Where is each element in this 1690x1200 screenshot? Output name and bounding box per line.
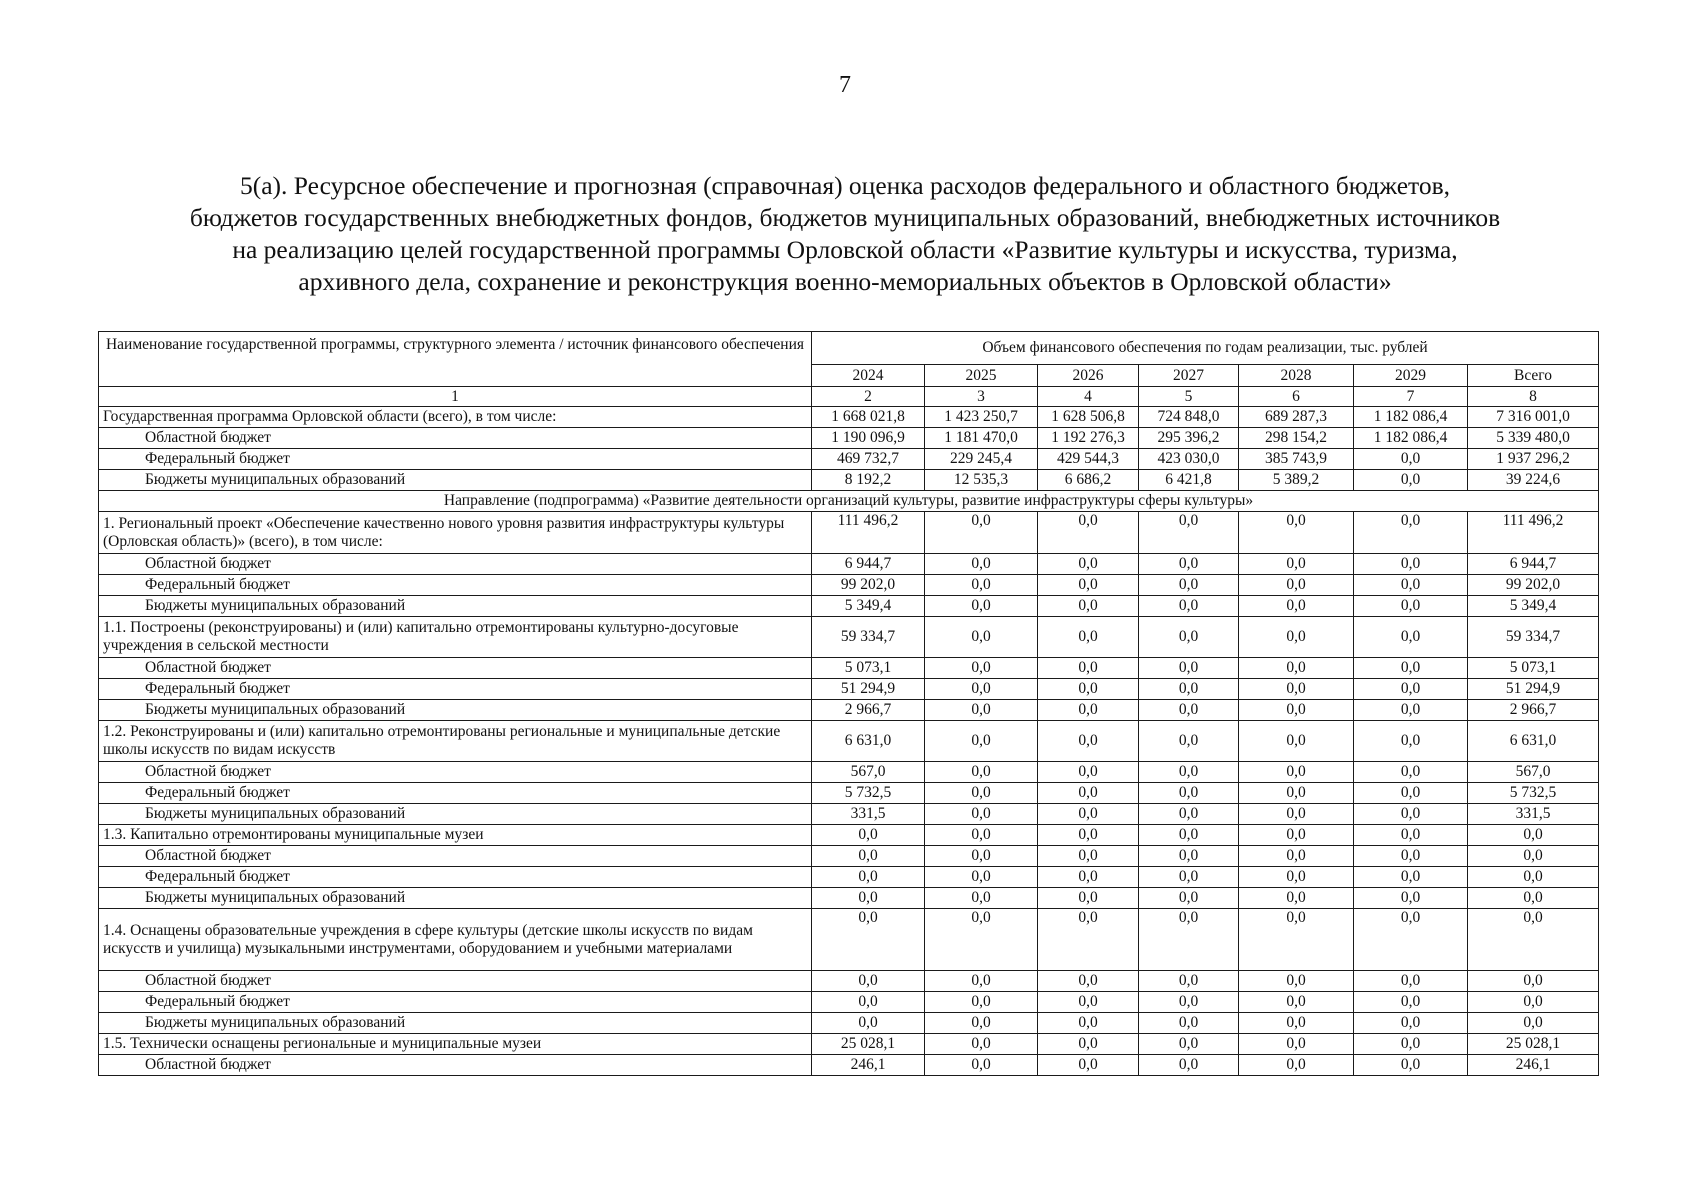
value-cell: 0,0	[1354, 721, 1468, 762]
value-cell: 0,0	[1139, 846, 1239, 867]
header-volume-cell: Объем финансового обеспечения по годам реализации, тыс. рублей	[812, 332, 1599, 365]
value-cell: 0,0	[1354, 470, 1468, 491]
total-cell: 5 732,5	[1468, 783, 1599, 804]
table-row	[99, 909, 1599, 971]
value-cell: 1 182 086,4	[1354, 428, 1468, 449]
value-cell: 99 202,0	[812, 575, 925, 596]
value-cell: 0,0	[1239, 762, 1354, 783]
table-subrow	[99, 971, 1599, 992]
row-name-cell: 1.4. Оснащены образовательные учреждения в сфере культуры (детские школы искусств по видам искусств и училища) музыкальными инструментами, оборудованием и учебными материалами	[99, 909, 812, 971]
row-name-cell: Федеральный бюджет	[99, 679, 812, 700]
value-cell: 469 732,7	[812, 449, 925, 470]
value-cell: 0,0	[1354, 679, 1468, 700]
value-cell: 0,0	[1239, 596, 1354, 617]
section-row	[99, 491, 1599, 512]
value-cell: 0,0	[1038, 888, 1139, 909]
value-cell: 0,0	[1038, 512, 1139, 554]
row-name-cell: Бюджеты муниципальных образований	[99, 804, 812, 825]
value-cell: 0,0	[1038, 1034, 1139, 1055]
title-line: 5(а). Ресурсное обеспечение и прогнозная (справочная) оценка расходов федерального и областного бюджетов,	[239, 171, 1451, 200]
column-number-cell: 8	[1468, 387, 1599, 407]
value-cell: 0,0	[812, 825, 925, 846]
row-name-cell: Государственная программа Орловской области (всего), в том числе:	[99, 407, 812, 428]
value-cell: 0,0	[1139, 1055, 1239, 1076]
value-cell: 0,0	[1354, 971, 1468, 992]
value-cell: 0,0	[812, 867, 925, 888]
value-cell: 0,0	[1354, 909, 1468, 971]
value-cell: 0,0	[1239, 867, 1354, 888]
value-cell: 0,0	[812, 1013, 925, 1034]
value-cell: 0,0	[1354, 992, 1468, 1013]
year-header-cell: 2027	[1139, 365, 1239, 387]
value-cell: 0,0	[1139, 971, 1239, 992]
row-name-cell: Бюджеты муниципальных образований	[99, 1013, 812, 1034]
value-cell: 1 190 096,9	[812, 428, 925, 449]
total-cell: 0,0	[1468, 992, 1599, 1013]
row-name-cell: Федеральный бюджет	[99, 575, 812, 596]
value-cell: 0,0	[1038, 658, 1139, 679]
value-cell: 0,0	[1139, 804, 1239, 825]
value-cell: 0,0	[1139, 658, 1239, 679]
value-cell: 2 966,7	[812, 700, 925, 721]
value-cell: 0,0	[1139, 575, 1239, 596]
total-cell: 0,0	[1468, 867, 1599, 888]
year-header-cell: 2025	[925, 365, 1038, 387]
value-cell: 0,0	[925, 679, 1038, 700]
value-cell: 0,0	[1038, 804, 1139, 825]
value-cell: 0,0	[925, 575, 1038, 596]
table-subrow	[99, 575, 1599, 596]
value-cell: 0,0	[1354, 575, 1468, 596]
title-line: бюджетов государственных внебюджетных фондов, бюджетов муниципальных образований, внебюджетных источников	[189, 203, 1501, 232]
header-name-cell: Наименование государственной программы, структурного элемента / источник финансового обеспечения	[99, 332, 812, 387]
total-cell: 0,0	[1468, 971, 1599, 992]
table-subrow	[99, 596, 1599, 617]
value-cell: 0,0	[925, 554, 1038, 575]
value-cell: 0,0	[1354, 449, 1468, 470]
row-name-cell: Федеральный бюджет	[99, 449, 812, 470]
value-cell: 0,0	[1139, 888, 1239, 909]
table-subrow	[99, 679, 1599, 700]
value-cell: 0,0	[1038, 762, 1139, 783]
table-row	[99, 407, 1599, 428]
value-cell: 6 944,7	[812, 554, 925, 575]
year-header-cell: 2026	[1038, 365, 1139, 387]
value-cell: 59 334,7	[812, 617, 925, 658]
total-cell: 99 202,0	[1468, 575, 1599, 596]
section-title-cell: Направление (подпрограмма) «Развитие деятельности организаций культуры, развитие инфраструктуры сферы культуры»	[99, 491, 1599, 512]
value-cell: 298 154,2	[1239, 428, 1354, 449]
value-cell: 0,0	[1354, 1013, 1468, 1034]
value-cell: 0,0	[812, 992, 925, 1013]
page-number: 7	[839, 72, 851, 98]
value-cell: 5 389,2	[1239, 470, 1354, 491]
value-cell: 0,0	[925, 867, 1038, 888]
value-cell: 0,0	[925, 721, 1038, 762]
table-subrow	[99, 804, 1599, 825]
value-cell: 0,0	[1354, 658, 1468, 679]
value-cell: 1 668 021,8	[812, 407, 925, 428]
value-cell: 0,0	[1239, 700, 1354, 721]
value-cell: 0,0	[1139, 1034, 1239, 1055]
value-cell: 0,0	[1038, 971, 1139, 992]
table-subrow	[99, 700, 1599, 721]
row-name-cell: 1.1. Построены (реконструированы) и (или) капитально отремонтированы культурно-досуговые учреждения в сельской местности	[99, 617, 812, 658]
value-cell: 0,0	[1139, 679, 1239, 700]
value-cell: 0,0	[1139, 721, 1239, 762]
value-cell: 0,0	[1354, 554, 1468, 575]
table-subrow	[99, 428, 1599, 449]
total-cell: 111 496,2	[1468, 512, 1599, 554]
value-cell: 0,0	[1038, 1013, 1139, 1034]
value-cell: 0,0	[925, 1055, 1038, 1076]
value-cell: 0,0	[1038, 825, 1139, 846]
row-name-cell: Областной бюджет	[99, 846, 812, 867]
budget-table	[98, 331, 1599, 1076]
total-cell: 5 339 480,0	[1468, 428, 1599, 449]
table-row	[99, 1034, 1599, 1055]
value-cell: 0,0	[1139, 867, 1239, 888]
value-cell: 0,0	[1354, 804, 1468, 825]
document-title	[95, 170, 1595, 298]
value-cell: 0,0	[1139, 762, 1239, 783]
total-cell: 6 944,7	[1468, 554, 1599, 575]
value-cell: 5 732,5	[812, 783, 925, 804]
value-cell: 0,0	[1354, 762, 1468, 783]
row-name-cell: Бюджеты муниципальных образований	[99, 470, 812, 491]
total-cell: 5 349,4	[1468, 596, 1599, 617]
column-number-cell: 1	[99, 387, 812, 407]
value-cell: 0,0	[1354, 825, 1468, 846]
header-row	[99, 332, 1599, 365]
value-cell: 1 423 250,7	[925, 407, 1038, 428]
value-cell: 0,0	[1354, 783, 1468, 804]
total-cell: 567,0	[1468, 762, 1599, 783]
row-name-cell: Областной бюджет	[99, 762, 812, 783]
total-cell: 0,0	[1468, 846, 1599, 867]
row-name-cell: Бюджеты муниципальных образований	[99, 596, 812, 617]
column-number-cell: 3	[925, 387, 1038, 407]
column-number-cell: 5	[1139, 387, 1239, 407]
value-cell: 0,0	[1139, 596, 1239, 617]
value-cell: 0,0	[925, 512, 1038, 554]
value-cell: 0,0	[1038, 721, 1139, 762]
value-cell: 0,0	[1139, 700, 1239, 721]
value-cell: 0,0	[1239, 846, 1354, 867]
value-cell: 25 028,1	[812, 1034, 925, 1055]
value-cell: 0,0	[1354, 700, 1468, 721]
value-cell: 8 192,2	[812, 470, 925, 491]
value-cell: 0,0	[1139, 1013, 1239, 1034]
value-cell: 423 030,0	[1139, 449, 1239, 470]
value-cell: 0,0	[1038, 617, 1139, 658]
value-cell: 0,0	[1038, 596, 1139, 617]
value-cell: 0,0	[1354, 846, 1468, 867]
value-cell: 0,0	[1354, 867, 1468, 888]
table-subrow	[99, 783, 1599, 804]
year-header-cell: 2029	[1354, 365, 1468, 387]
row-name-cell: Федеральный бюджет	[99, 783, 812, 804]
value-cell: 5 349,4	[812, 596, 925, 617]
value-cell: 385 743,9	[1239, 449, 1354, 470]
value-cell: 0,0	[1038, 679, 1139, 700]
value-cell: 0,0	[1139, 617, 1239, 658]
value-cell: 0,0	[1239, 658, 1354, 679]
total-cell: 7 316 001,0	[1468, 407, 1599, 428]
row-name-cell: Областной бюджет	[99, 554, 812, 575]
row-name-cell: Федеральный бюджет	[99, 992, 812, 1013]
value-cell: 0,0	[1239, 825, 1354, 846]
table-subrow	[99, 470, 1599, 491]
total-cell: 246,1	[1468, 1055, 1599, 1076]
value-cell: 0,0	[1038, 992, 1139, 1013]
table-row	[99, 512, 1599, 554]
value-cell: 1 181 470,0	[925, 428, 1038, 449]
value-cell: 0,0	[1239, 888, 1354, 909]
value-cell: 429 544,3	[1038, 449, 1139, 470]
total-cell: 0,0	[1468, 909, 1599, 971]
value-cell: 331,5	[812, 804, 925, 825]
column-number-cell: 6	[1239, 387, 1354, 407]
value-cell: 111 496,2	[812, 512, 925, 554]
value-cell: 0,0	[925, 992, 1038, 1013]
value-cell: 12 535,3	[925, 470, 1038, 491]
value-cell: 0,0	[1239, 1055, 1354, 1076]
value-cell: 0,0	[925, 804, 1038, 825]
value-cell: 0,0	[812, 846, 925, 867]
value-cell: 0,0	[1239, 512, 1354, 554]
title-line: на реализацию целей государственной программы Орловской области «Развитие культуры и искусства, туризма,	[232, 235, 1458, 264]
value-cell: 0,0	[925, 617, 1038, 658]
value-cell: 0,0	[1038, 575, 1139, 596]
total-cell: 5 073,1	[1468, 658, 1599, 679]
value-cell: 1 182 086,4	[1354, 407, 1468, 428]
value-cell: 0,0	[1139, 554, 1239, 575]
table-subrow	[99, 867, 1599, 888]
row-name-cell: 1.2. Реконструированы и (или) капитально отремонтированы региональные и муниципальные детские школы искусств по видам искусств	[99, 721, 812, 762]
value-cell: 0,0	[1139, 909, 1239, 971]
total-cell: 39 224,6	[1468, 470, 1599, 491]
total-header-cell: Всего	[1468, 365, 1599, 387]
table-subrow	[99, 658, 1599, 679]
value-cell: 6 421,8	[1139, 470, 1239, 491]
table-subrow	[99, 762, 1599, 783]
value-cell: 0,0	[1239, 909, 1354, 971]
value-cell: 0,0	[925, 909, 1038, 971]
total-cell: 6 631,0	[1468, 721, 1599, 762]
total-cell: 331,5	[1468, 804, 1599, 825]
value-cell: 0,0	[925, 700, 1038, 721]
value-cell: 0,0	[1354, 617, 1468, 658]
value-cell: 0,0	[1239, 679, 1354, 700]
row-name-cell: 1.3. Капитально отремонтированы муниципальные музеи	[99, 825, 812, 846]
row-name-cell: Бюджеты муниципальных образований	[99, 700, 812, 721]
value-cell: 0,0	[812, 909, 925, 971]
table-subrow	[99, 992, 1599, 1013]
value-cell: 295 396,2	[1139, 428, 1239, 449]
table-subrow	[99, 888, 1599, 909]
value-cell: 0,0	[1038, 554, 1139, 575]
value-cell: 0,0	[1239, 804, 1354, 825]
value-cell: 0,0	[1038, 700, 1139, 721]
value-cell: 0,0	[1354, 596, 1468, 617]
value-cell: 0,0	[1038, 909, 1139, 971]
total-cell: 1 937 296,2	[1468, 449, 1599, 470]
row-name-cell: Областной бюджет	[99, 658, 812, 679]
table-row	[99, 721, 1599, 762]
total-cell: 0,0	[1468, 888, 1599, 909]
value-cell: 0,0	[812, 888, 925, 909]
column-number-cell: 7	[1354, 387, 1468, 407]
row-name-cell: Федеральный бюджет	[99, 867, 812, 888]
row-name-cell: 1.5. Технически оснащены региональные и муниципальные музеи	[99, 1034, 812, 1055]
table-subrow	[99, 846, 1599, 867]
total-cell: 59 334,7	[1468, 617, 1599, 658]
value-cell: 0,0	[1239, 992, 1354, 1013]
table-row	[99, 617, 1599, 658]
value-cell: 0,0	[1139, 992, 1239, 1013]
value-cell: 0,0	[1354, 888, 1468, 909]
value-cell: 0,0	[1139, 783, 1239, 804]
value-cell: 0,0	[925, 846, 1038, 867]
value-cell: 6 686,2	[1038, 470, 1139, 491]
value-cell: 1 192 276,3	[1038, 428, 1139, 449]
value-cell: 0,0	[925, 658, 1038, 679]
value-cell: 0,0	[1038, 1055, 1139, 1076]
row-name-cell: Областной бюджет	[99, 971, 812, 992]
value-cell: 0,0	[1239, 721, 1354, 762]
value-cell: 0,0	[1239, 971, 1354, 992]
table-subrow	[99, 449, 1599, 470]
value-cell: 6 631,0	[812, 721, 925, 762]
value-cell: 0,0	[1354, 1055, 1468, 1076]
total-cell: 0,0	[1468, 1013, 1599, 1034]
value-cell: 0,0	[925, 783, 1038, 804]
value-cell: 0,0	[812, 971, 925, 992]
table-subrow	[99, 1013, 1599, 1034]
column-number-row	[99, 387, 1599, 407]
value-cell: 689 287,3	[1239, 407, 1354, 428]
value-cell: 724 848,0	[1139, 407, 1239, 428]
table-row	[99, 825, 1599, 846]
column-number-cell: 4	[1038, 387, 1139, 407]
value-cell: 0,0	[925, 1013, 1038, 1034]
column-number-cell: 2	[812, 387, 925, 407]
row-name-cell: Областной бюджет	[99, 428, 812, 449]
value-cell: 1 628 506,8	[1038, 407, 1139, 428]
table-body	[99, 332, 1599, 1076]
value-cell: 0,0	[925, 888, 1038, 909]
year-header-cell: 2024	[812, 365, 925, 387]
value-cell: 5 073,1	[812, 658, 925, 679]
value-cell: 0,0	[1038, 846, 1139, 867]
value-cell: 567,0	[812, 762, 925, 783]
total-cell: 2 966,7	[1468, 700, 1599, 721]
total-cell: 51 294,9	[1468, 679, 1599, 700]
value-cell: 0,0	[925, 1034, 1038, 1055]
value-cell: 0,0	[1038, 867, 1139, 888]
value-cell: 0,0	[1139, 825, 1239, 846]
value-cell: 0,0	[1354, 1034, 1468, 1055]
value-cell: 0,0	[1354, 512, 1468, 554]
value-cell: 229 245,4	[925, 449, 1038, 470]
value-cell: 0,0	[1139, 512, 1239, 554]
total-cell: 25 028,1	[1468, 1034, 1599, 1055]
value-cell: 0,0	[925, 971, 1038, 992]
value-cell: 0,0	[1239, 783, 1354, 804]
row-name-cell: 1. Региональный проект «Обеспечение качественно нового уровня развития инфраструктуры культуры (Орловская область)» (всего), в том числе:	[99, 512, 812, 554]
value-cell: 51 294,9	[812, 679, 925, 700]
year-header-cell: 2028	[1239, 365, 1354, 387]
value-cell: 0,0	[1239, 617, 1354, 658]
value-cell: 0,0	[925, 762, 1038, 783]
value-cell: 0,0	[925, 825, 1038, 846]
value-cell: 246,1	[812, 1055, 925, 1076]
title-line: архивного дела, сохранение и реконструкция военно-мемориальных объектов в Орловской области»	[298, 267, 1392, 296]
table-subrow	[99, 1055, 1599, 1076]
row-name-cell: Бюджеты муниципальных образований	[99, 888, 812, 909]
value-cell: 0,0	[1239, 1034, 1354, 1055]
value-cell: 0,0	[1239, 575, 1354, 596]
total-cell: 0,0	[1468, 825, 1599, 846]
value-cell: 0,0	[1239, 1013, 1354, 1034]
value-cell: 0,0	[1038, 783, 1139, 804]
table-subrow	[99, 554, 1599, 575]
row-name-cell: Областной бюджет	[99, 1055, 812, 1076]
value-cell: 0,0	[925, 596, 1038, 617]
value-cell: 0,0	[1239, 554, 1354, 575]
